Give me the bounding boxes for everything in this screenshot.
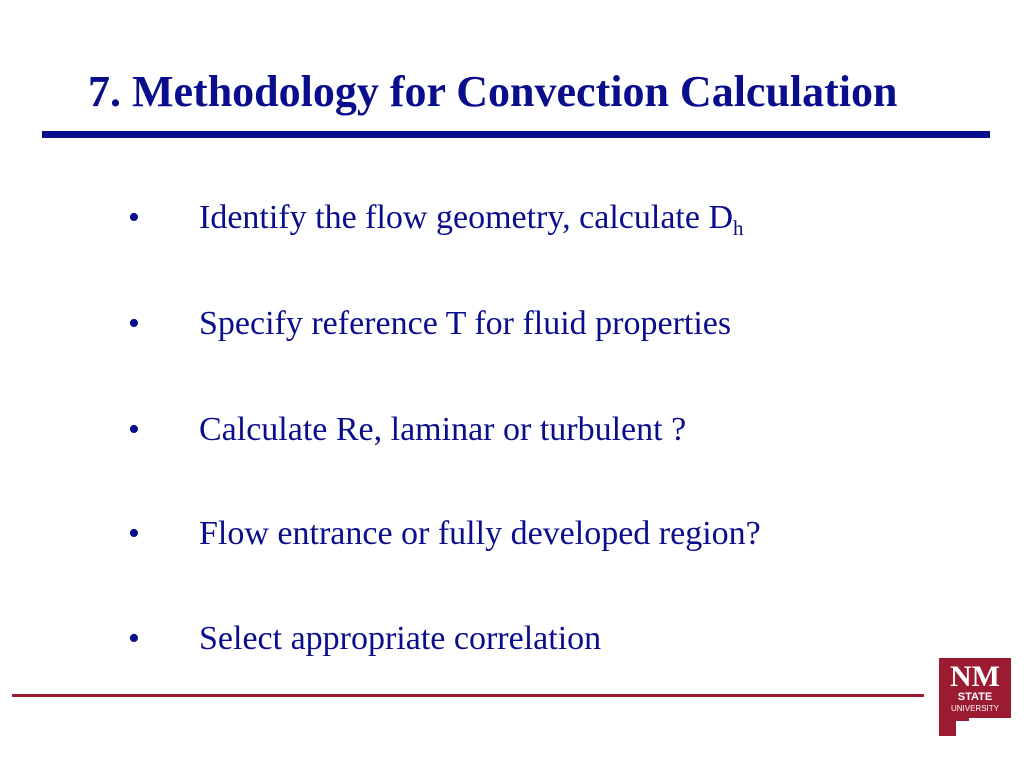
bullet-subscript: h [733, 216, 744, 240]
bullet-text: Specify reference T for fluid properties [199, 305, 732, 342]
bullet-text [199, 193, 744, 243]
bullet-item [0, 405, 1000, 455]
nm-state-university-logo-icon [936, 656, 1014, 738]
bullet-marker: • [128, 305, 140, 342]
bullet-text: Select appropriate correlation [199, 620, 602, 657]
bullet-text-main: Identify the flow geometry, calculate D [199, 199, 734, 236]
bullet-item [0, 614, 1000, 664]
logo-university: UNIVERSITY [950, 704, 1000, 713]
bullet-item [0, 193, 1000, 243]
bullet-item [0, 299, 1000, 349]
bullet-marker: • [128, 620, 140, 657]
bullet-text: Calculate Re, laminar or turbulent ? [199, 411, 687, 448]
bullet-text: Flow entrance or fully developed region? [199, 515, 761, 552]
logo-nm: NM [950, 660, 1000, 693]
bullet-marker: • [128, 411, 140, 448]
slide-title: 7. Methodology for Convection Calculation [88, 67, 898, 116]
bullet-item [0, 509, 1000, 559]
logo-state: STATE [957, 691, 993, 703]
bullet-marker: • [128, 515, 140, 552]
footer-divider [12, 694, 924, 697]
bullet-marker: • [128, 199, 140, 236]
